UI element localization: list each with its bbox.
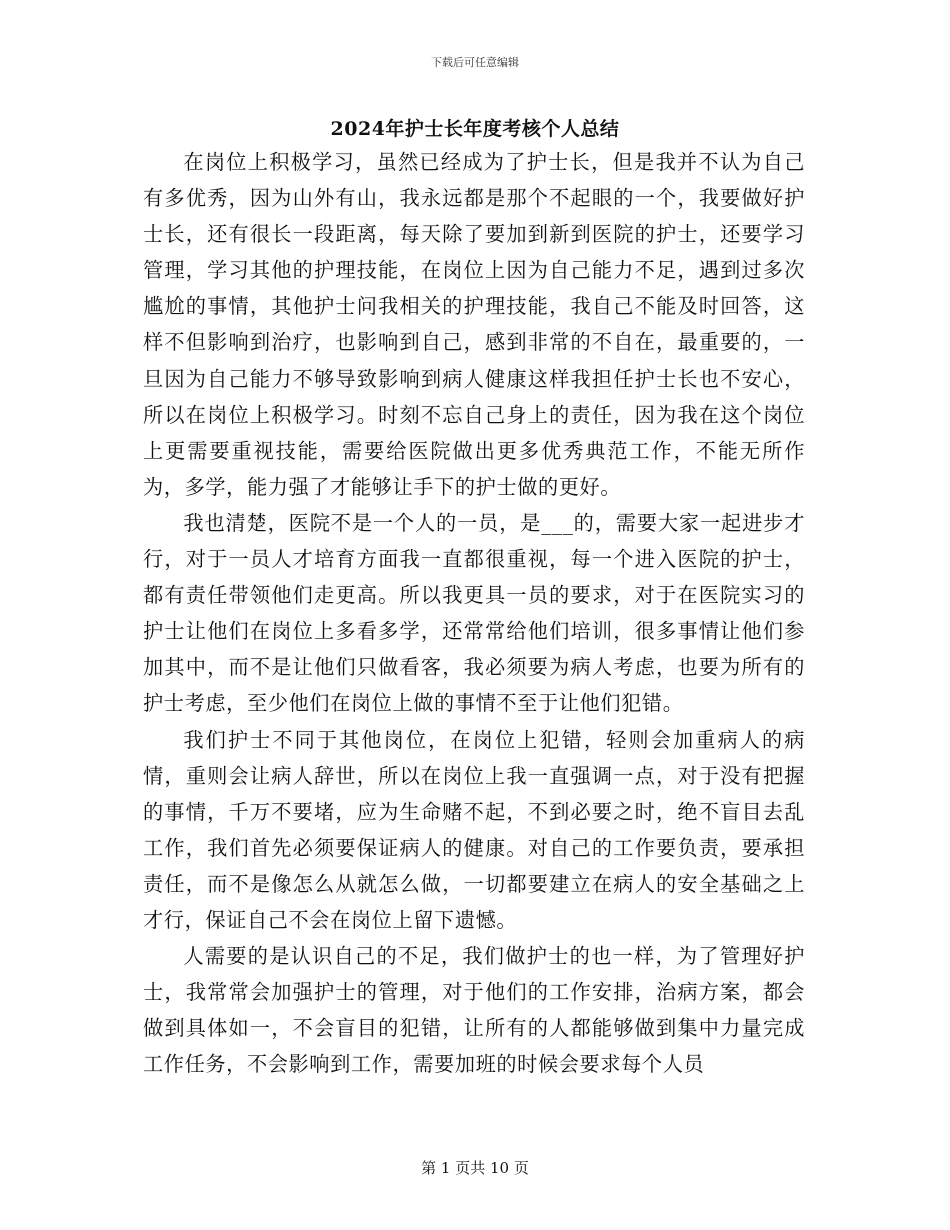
document-title: 2024年护士长年度考核个人总结 bbox=[330, 118, 620, 140]
paragraph-3: 我们护士不同于其他岗位，在岗位上犯错，轻则会加重病人的病情，重则会让病人辞世，所以在岗位上我一直强调一点，对于没有把握的事情，千万不要堵，应为生命赌不起，不到必要之时，绝不盲目去乱工作，我们首先必须要保证病人的健康。对自己的工作要负责，要承担责任，而不是像怎么从就怎么做，一切都要建立在病人的安全基础之上才行，保证自己不会在岗位上留下遗憾。 bbox=[143, 727, 805, 932]
header-note: 下载后可任意编辑 bbox=[431, 56, 519, 69]
paragraph-2: 我也清楚，医院不是一个人的一员，是___的，需要大家一起进步才行，对于一员人才培育方面我一直都很重视，每一个进入医院的护士，都有责任带领他们走更高。所以我更具一员的要求，对于在医院实习的护士让他们在岗位上多看多学，还常常给他们培训，很多事情让他们参加其中，而不是让他们只做看客，我必须要为病人考虑，也要为所有的护士考虑，至少他们在岗位上做的事情不至于让他们犯错。 bbox=[143, 510, 805, 716]
page-number: 第 1 页共 10 页 bbox=[421, 1159, 529, 1177]
paragraph-1: 在岗位上积极学习，虽然已经成为了护士长，但是我并不认为自己有多优秀，因为山外有山，我永远都是那个不起眼的一个，我要做好护士长，还有很长一段距离，每天除了要加到新到医院的护士，还要学习管理，学习其他的护理技能，在岗位上因为自己能力不足，遇到过多次尴尬的事情，其他护士问我相关的护理技能，我自己不能及时回答，这样不但影响到治疗，也影响到自己，感到非常的不自在，最重要的，一旦因为自己能力不够导致影响到病人健康这样我担任护士长也不安心，所以在岗位上积极学习。时刻不忘自己身上的责任，因为我在这个岗位上更需要重视技能，需要给医院做出更多优秀典范工作，不能无所作为，多学，能力强了才能够让手下的护士做的更好。 bbox=[143, 150, 805, 499]
document-body bbox=[143, 144, 805, 1082]
paragraph-4: 人需要的是认识自己的不足，我们做护士的也一样，为了管理好护士，我常常会加强护士的管理，对于他们的工作安排，治病方案，都会做到具体如一，不会盲目的犯错，让所有的人都能够做到集中力量完成工作任务，不会影响到工作，需要加班的时候会要求每个人员 bbox=[143, 944, 805, 1077]
